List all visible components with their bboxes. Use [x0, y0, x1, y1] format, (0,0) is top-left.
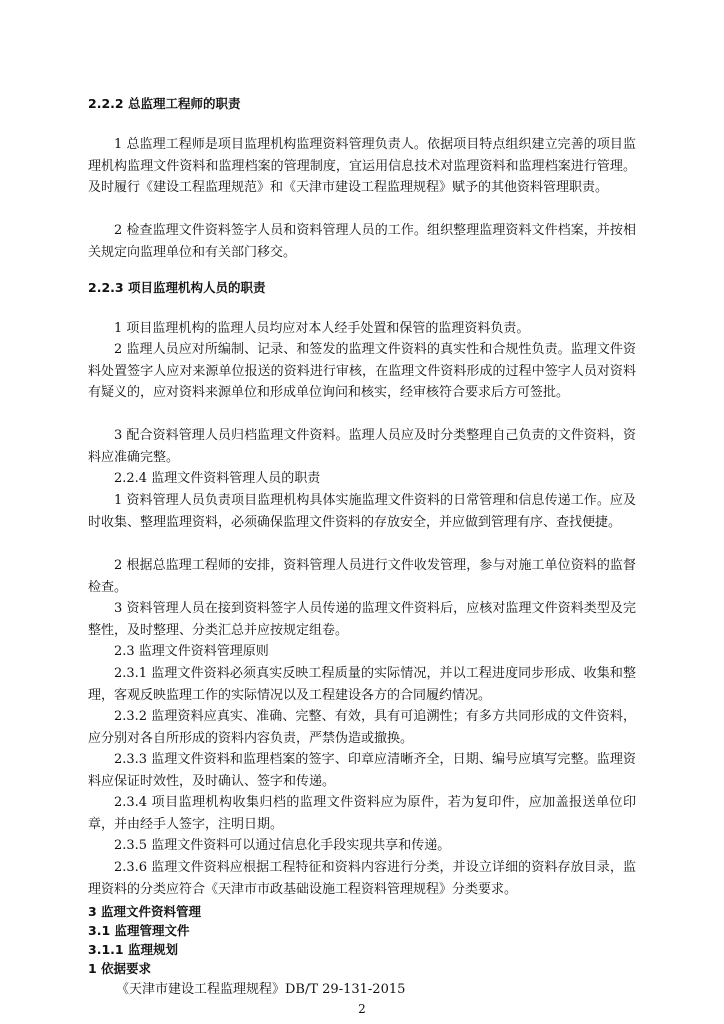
paragraph-2-2-2-item-1: 1 总监理工程师是项目监理机构监理资料管理负责人。依据项目特点组织建立完善的项目监理机构监理文件资料和监理档案的管理制度，宜运用信息技术对监理资料和监理档案进行管理。及时履行《建设工程监理规范》和《天津市建设工程监理规程》赋予的其他资料管理职责。	[88, 137, 636, 195]
reference-standard: 《天津市建设工程监理规程》DB/T 29-131-2015	[116, 982, 406, 997]
paragraph-2-3-3: 2.3.3 监理文件资料和监理档案的签字、印章应清晰齐全，日期、编号应填写完整。监理资料应保证时效性，及时确认、签字和传递。	[88, 752, 636, 789]
section-heading-3: 3 监理文件资料管理	[88, 904, 202, 919]
paragraph-2-3-4: 2.3.4 项目监理机构收集归档的监理文件资料应为原件，若为复印件，应加盖报送单位印章，并由经手人签字，注明日期。	[88, 795, 636, 832]
paragraph-2-3-2: 2.3.2 监理资料应真实、准确、完整、有效，具有可追溯性；有多方共同形成的文件资料，应分别对各自所形成的资料内容负责，严禁伪造或撤换。	[88, 709, 636, 746]
paragraph-2-2-3-item-3: 3 配合资料管理人员归档监理文件资料。监理人员应及时分类整理自己负责的文件资料，资料应准确完整。	[88, 428, 636, 465]
paragraph-2-2-4-item-3: 3 资料管理人员在接到资料签字人员传递的监理文件资料后，应核对监理文件资料类型及完整性，及时整理、分类汇总并应按规定组卷。	[88, 601, 636, 638]
paragraph-2-2-4-item-1: 1 资料管理人员负责项目监理机构具体实施监理文件资料的日常管理和信息传递工作。应及时收集、整理监理资料，必须确保监理文件资料的存放安全，并应做到管理有序、查找便捷。	[88, 493, 636, 530]
paragraph-2-3-1: 2.3.1 监理文件资料必须真实反映工程质量的实际情况，并以工程进度同步形成、收集和整理，客观反映监理工作的实际情况以及工程建设各方的合同履约情况。	[88, 666, 636, 703]
subheading-2-3: 2.3 监理文件资料管理原则	[114, 644, 269, 659]
paragraph-2-2-3-item-1: 1 项目监理机构的监理人员均应对本人经手处置和保管的监理资料负责。	[114, 321, 530, 336]
section-heading-3-1-1: 3.1.1 监理规划	[88, 942, 178, 957]
section-heading-2-2-3: 2.2.3 项目监理机构人员的职责	[88, 280, 266, 295]
paragraph-2-2-3-item-2: 2 监理人员应对所编制、记录、和签发的监理文件资料的真实性和合规性负责。监理文件资料处置签字人应对来源单位报送的资料进行审核，在监理文件资料形成的过程中签字人员对资料有疑义的，应对资料来源单位和形成单位询问和核实，经审核符合要求后方可签批。	[88, 342, 636, 400]
subheading-2-2-4: 2.2.4 监理文件资料管理人员的职责	[114, 471, 321, 486]
page-number: 2	[358, 1002, 366, 1016]
paragraph-2-3-5: 2.3.5 监理文件资料可以通过信息化手段实现共享和传递。	[114, 838, 451, 853]
section-heading-2-2-2: 2.2.2 总监理工程师的职责	[88, 96, 241, 111]
section-heading-3-1: 3.1 监理管理文件	[88, 923, 190, 938]
paragraph-2-3-6: 2.3.6 监理文件资料应根据工程特征和资料内容进行分类，并设立详细的资料存放目录，监理资料的分类应符合《天津市市政基础设施工程资料管理规程》分类要求。	[88, 860, 636, 897]
basis-heading: 1 依据要求	[88, 961, 152, 976]
paragraph-2-2-2-item-2: 2 检查监理文件资料签字人员和资料管理人员的工作。组织整理监理资料文件档案，并按相关规定向监理单位和有关部门移交。	[88, 223, 636, 260]
paragraph-2-2-4-item-2: 2 根据总监理工程师的安排，资料管理人员进行文件收发管理，参与对施工单位资料的监督检查。	[88, 558, 636, 595]
